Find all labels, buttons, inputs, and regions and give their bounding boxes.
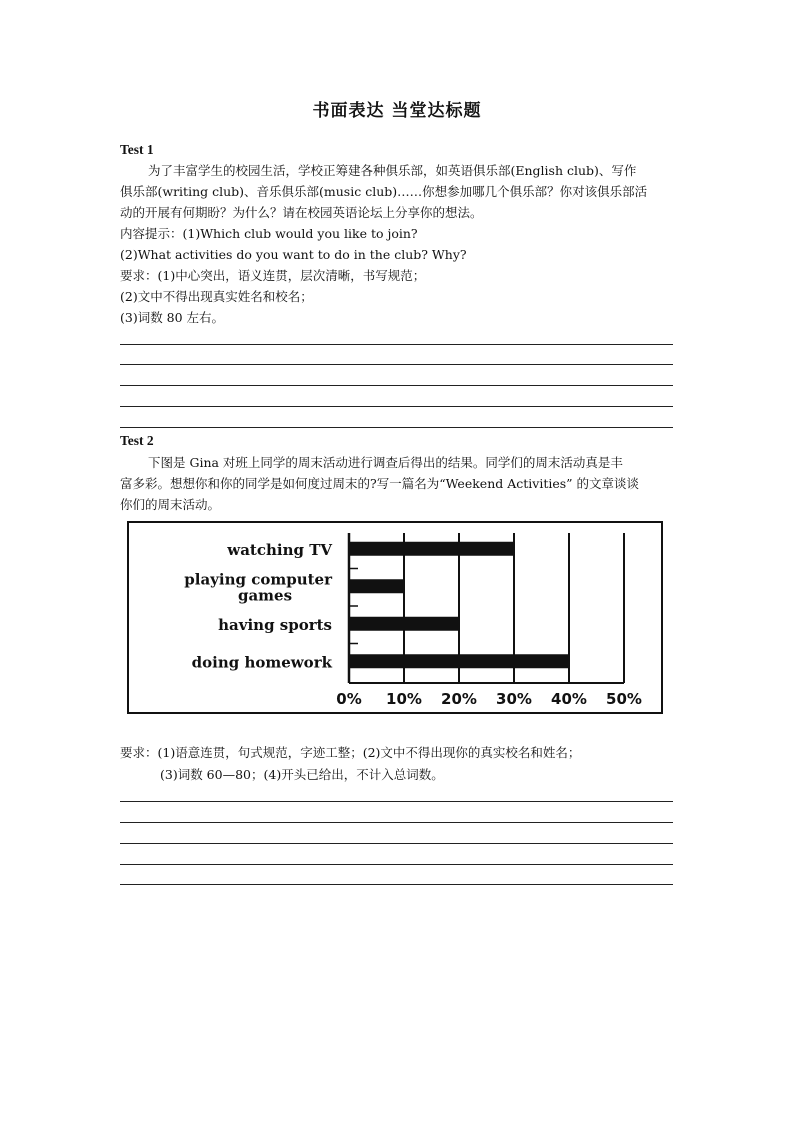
category-label: doing homework [191, 653, 332, 672]
writing-line[interactable] [120, 385, 673, 386]
test2-requirement-line-1: 要求：(1)语意连贯，句式规范，字迹工整；(2)文中不得出现你的真实校名和姓名； [120, 745, 581, 760]
writing-line[interactable] [120, 864, 673, 865]
test1-requirement-2: (2)文中不得出现真实姓名和校名； [120, 289, 313, 304]
chart-svg [129, 523, 661, 712]
test2-intro-line-3: 你们的周末活动。 [120, 497, 221, 512]
x-tick-label: 10% [386, 690, 422, 708]
writing-line[interactable] [120, 364, 673, 365]
bar [349, 654, 569, 668]
writing-line[interactable] [120, 406, 673, 407]
writing-line[interactable] [120, 427, 673, 428]
bar [349, 617, 459, 631]
test2-requirement-line-2: (3)词数 60—80；(4)开头已给出，不计入总词数。 [160, 767, 444, 782]
x-tick-label: 20% [441, 690, 477, 708]
test1-requirement-1: 要求：(1)中心突出，语义连贯，层次清晰，书写规范； [120, 268, 426, 283]
test1-intro [120, 160, 676, 328]
writing-line[interactable] [120, 884, 673, 885]
test2-intro-line-1: 下图是 Gina 对班上同学的周末活动进行调查后得出的结果。同学们的周末活动真是丰 [148, 455, 623, 470]
weekend-activities-chart [127, 521, 663, 714]
test2-requirements [120, 742, 680, 786]
category-label: having sports [218, 615, 332, 634]
test1-intro-line-2: 俱乐部(writing club)、音乐俱乐部(music club)……你想参加哪几个俱乐部？你对该俱乐部活 [120, 184, 648, 199]
test1-hint-2: (2)What activities do you want to do in the club? Why? [120, 247, 467, 262]
category-label: playing computer [184, 570, 332, 589]
category-label: games [237, 586, 293, 605]
category-label: watching TV [227, 540, 332, 559]
test1-intro-line-1: 为了丰富学生的校园生活，学校正筹建各种俱乐部，如英语俱乐部(English club)、写作 [148, 163, 637, 178]
test1-heading: Test 1 [120, 142, 154, 157]
test2-intro [120, 452, 676, 515]
writing-line[interactable] [120, 344, 673, 345]
writing-line[interactable] [120, 801, 673, 802]
bar [349, 579, 404, 593]
writing-line[interactable] [120, 843, 673, 844]
test1-intro-line-3: 动的开展有何期盼？为什么？请在校园英语论坛上分享你的想法。 [120, 205, 483, 220]
x-tick-label: 30% [496, 690, 532, 708]
x-tick-label: 0% [336, 690, 362, 708]
x-tick-label: 40% [551, 690, 587, 708]
test1-hint-1: 内容提示：(1)Which club would you like to join? [120, 226, 418, 241]
bar [349, 542, 514, 556]
test1-requirement-3: (3)词数 80 左右。 [120, 310, 225, 325]
page-title: 书面表达 当堂达标题 [312, 101, 482, 121]
test2-intro-line-2: 富多彩。想想你和你的同学是如何度过周末的?写一篇名为“Weekend Activities” 的文章谈谈 [120, 476, 640, 491]
test2-heading: Test 2 [120, 433, 154, 448]
x-tick-label: 50% [606, 690, 642, 708]
writing-line[interactable] [120, 822, 673, 823]
